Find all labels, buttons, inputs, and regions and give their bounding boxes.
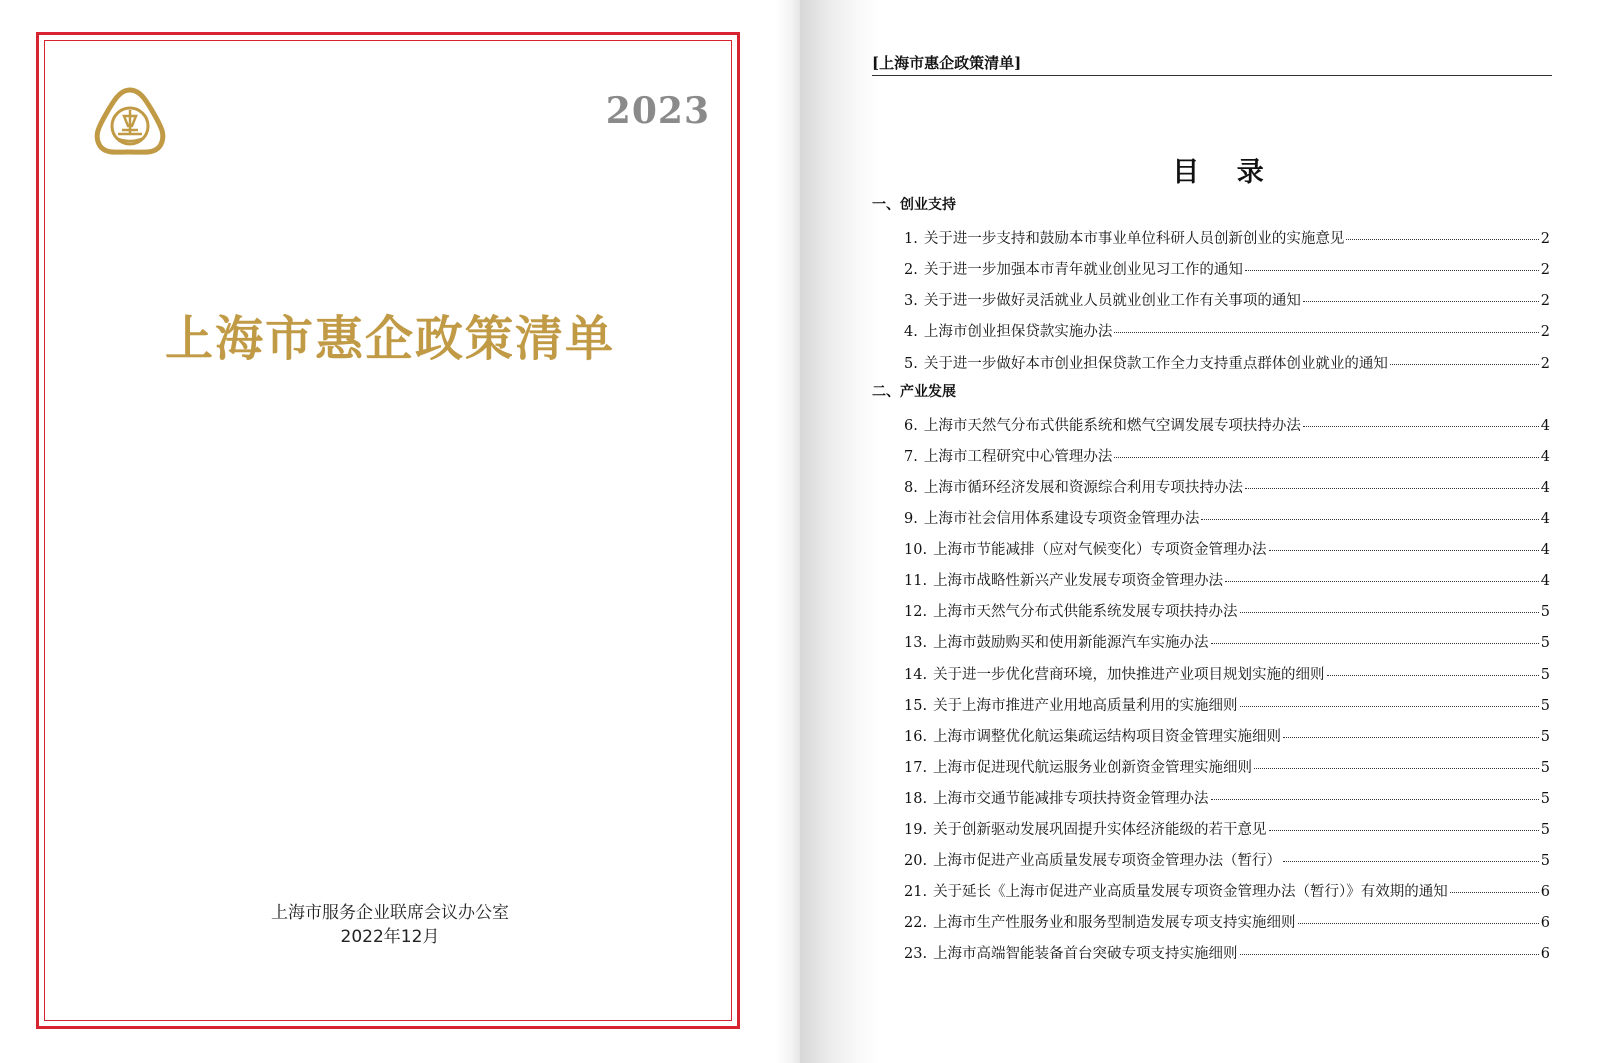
toc-entry[interactable] xyxy=(904,818,1550,840)
toc-entry[interactable] xyxy=(904,538,1550,560)
toc-entry-title: 上海市天然气分布式供能系统和燃气空调发展专项扶持办法 xyxy=(923,417,1301,434)
toc-entry[interactable] xyxy=(904,227,1550,249)
toc-leader-dots xyxy=(1245,270,1539,271)
toc-entry-page: 6 xyxy=(1540,884,1550,901)
toc-entry-title: 上海市创业担保贷款实施办法 xyxy=(923,324,1113,341)
toc-leader-dots xyxy=(1245,488,1539,489)
toc-entry-number: 20. xyxy=(904,853,928,870)
toc-leader-dots xyxy=(1283,861,1539,862)
shanghai-emblem-icon xyxy=(92,86,168,158)
toc-entry-title: 上海市战略性新兴产业发展专项资金管理办法 xyxy=(933,573,1224,590)
toc-title: 目 录 xyxy=(1172,157,1278,188)
toc-entry-page: 2 xyxy=(1540,293,1550,310)
running-head-rule xyxy=(872,75,1552,76)
toc-leader-dots xyxy=(1298,923,1539,924)
toc-leader-dots xyxy=(1114,332,1538,333)
toc-entry[interactable] xyxy=(904,942,1550,964)
toc-entry[interactable] xyxy=(904,445,1550,467)
toc-entry-title: 上海市鼓励购买和使用新能源汽车实施办法 xyxy=(933,635,1209,652)
toc-entry-page: 6 xyxy=(1540,946,1550,963)
toc-entry-title: 上海市生产性服务业和服务型制造发展专项支持实施细则 xyxy=(933,915,1296,932)
toc-entry[interactable] xyxy=(904,352,1550,374)
toc-leader-dots xyxy=(1225,581,1539,582)
toc-entry-page: 5 xyxy=(1540,666,1550,683)
toc-entry-number: 3. xyxy=(904,293,918,310)
toc-entry-number: 22. xyxy=(904,915,928,932)
toc-entry[interactable] xyxy=(904,911,1550,933)
toc-leader-dots xyxy=(1450,892,1539,893)
toc-entry-title: 上海市高端智能装备首台突破专项支持实施细则 xyxy=(933,946,1238,963)
toc-entry[interactable] xyxy=(904,631,1550,653)
toc-entry-title: 关于进一步支持和鼓励本市事业单位科研人员创新创业的实施意见 xyxy=(923,231,1345,248)
toc-entry[interactable] xyxy=(904,476,1550,498)
toc-entry[interactable] xyxy=(904,880,1550,902)
toc-leader-dots xyxy=(1240,954,1539,955)
toc-entry-page: 2 xyxy=(1540,262,1550,279)
toc-entry-title: 关于进一步优化营商环境，加快推进产业项目规划实施的细则 xyxy=(933,666,1325,683)
toc-entry[interactable] xyxy=(904,849,1550,871)
toc-entry-number: 11. xyxy=(904,573,928,590)
toc-entry[interactable] xyxy=(904,787,1550,809)
toc-entry-number: 14. xyxy=(904,666,928,683)
toc-entry-page: 4 xyxy=(1540,479,1550,496)
toc-entry-page: 5 xyxy=(1540,790,1550,807)
toc-entry-number: 5. xyxy=(904,355,918,372)
toc-entry-title: 上海市循环经济发展和资源综合利用专项扶持办法 xyxy=(923,479,1243,496)
toc-entry-title: 关于进一步加强本市青年就业创业见习工作的通知 xyxy=(923,262,1243,279)
toc-entry-title: 上海市交通节能减排专项扶持资金管理办法 xyxy=(933,790,1209,807)
toc-entry-title: 关于延长《上海市促进产业高质量发展专项资金管理办法（暂行）》有效期的通知 xyxy=(933,884,1448,901)
toc-entry-number: 16. xyxy=(904,728,928,745)
toc-leader-dots xyxy=(1390,364,1539,365)
toc-leader-dots xyxy=(1211,643,1539,644)
toc-entry-title: 上海市天然气分布式供能系统发展专项扶持办法 xyxy=(933,604,1238,621)
toc-leader-dots xyxy=(1254,768,1539,769)
toc-entry-page: 5 xyxy=(1540,697,1550,714)
toc-entry-number: 8. xyxy=(904,479,918,496)
toc-entry[interactable] xyxy=(904,569,1550,591)
toc-entry-page: 6 xyxy=(1540,915,1550,932)
toc-leader-dots xyxy=(1269,830,1539,831)
cover-year: 2023 xyxy=(605,90,710,132)
toc-leader-dots xyxy=(1114,457,1538,458)
toc-entry-page: 5 xyxy=(1540,728,1550,745)
toc-leader-dots xyxy=(1346,239,1538,240)
toc-entry-title: 上海市调整优化航运集疏运结构项目资金管理实施细则 xyxy=(933,728,1282,745)
toc-leader-dots xyxy=(1211,799,1539,800)
toc-entry-page: 4 xyxy=(1540,417,1550,434)
toc-entry[interactable] xyxy=(904,507,1550,529)
toc-entry-title: 关于上海市推进产业用地高质量利用的实施细则 xyxy=(933,697,1238,714)
toc-entry[interactable] xyxy=(904,725,1550,747)
toc-leader-dots xyxy=(1269,550,1539,551)
toc-entry-title: 关于创新驱动发展巩固提升实体经济能级的若干意见 xyxy=(933,822,1267,838)
cover-organization: 上海市服务企业联席会议办公室 xyxy=(271,903,509,923)
toc-section-heading: 二、产业发展 xyxy=(872,383,956,400)
toc-entry-title: 上海市社会信用体系建设专项资金管理办法 xyxy=(923,511,1200,527)
toc-entry-number: 6. xyxy=(904,417,918,434)
toc-entry-number: 13. xyxy=(904,635,928,652)
spine-shadow-left xyxy=(776,0,802,1063)
toc-entry-number: 15. xyxy=(904,697,928,714)
toc-section-heading: 一、创业支持 xyxy=(872,197,956,213)
toc-entry-page: 4 xyxy=(1540,511,1550,527)
toc-entry[interactable] xyxy=(904,756,1550,778)
toc-entry-page: 5 xyxy=(1540,853,1550,870)
toc-entry[interactable] xyxy=(904,600,1550,622)
toc-leader-dots xyxy=(1201,519,1538,520)
toc-entry-title: 上海市工程研究中心管理办法 xyxy=(923,448,1113,465)
toc-entry-page: 5 xyxy=(1540,604,1550,621)
toc-leader-dots xyxy=(1240,706,1539,707)
toc-entry-page: 2 xyxy=(1540,231,1550,248)
toc-entry-number: 7. xyxy=(904,448,918,465)
cover-date: 2022年12月 xyxy=(340,927,440,947)
toc-entry-page: 4 xyxy=(1540,573,1550,590)
running-head: [上海市惠企政策清单] xyxy=(872,54,1022,72)
cover-frame-inner xyxy=(44,40,732,1021)
toc-entry-title: 关于进一步做好灵活就业人员就业创业工作有关事项的通知 xyxy=(923,293,1301,310)
cover-title: 上海市惠企政策清单 xyxy=(164,311,615,367)
toc-entry-page: 5 xyxy=(1540,822,1550,838)
toc-entry-page: 5 xyxy=(1540,759,1550,776)
toc-entry-number: 23. xyxy=(904,946,928,963)
toc-entry[interactable] xyxy=(904,258,1550,280)
toc-entry-number: 1. xyxy=(904,231,918,248)
toc-entry-title: 上海市促进产业高质量发展专项资金管理办法（暂行） xyxy=(933,853,1282,870)
toc-entry-number: 4. xyxy=(904,324,918,341)
toc-entry-page: 2 xyxy=(1540,324,1550,341)
spine-shadow-right xyxy=(800,0,880,1063)
toc-entry-title: 上海市节能减排（应对气候变化）专项资金管理办法 xyxy=(933,542,1267,559)
toc-entry-number: 19. xyxy=(904,822,928,838)
toc-entry[interactable] xyxy=(904,414,1550,436)
toc-leader-dots xyxy=(1240,612,1539,613)
toc-entry[interactable] xyxy=(904,289,1550,311)
toc-entry-number: 18. xyxy=(904,790,928,807)
toc-entry[interactable] xyxy=(904,320,1550,342)
toc-entry-number: 21. xyxy=(904,884,928,901)
toc-entry-title: 关于进一步做好本市创业担保贷款工作全力支持重点群体创业就业的通知 xyxy=(923,355,1388,372)
toc-entry-title: 上海市促进现代航运服务业创新资金管理实施细则 xyxy=(933,759,1253,776)
toc-entry-page: 5 xyxy=(1540,635,1550,652)
toc-leader-dots xyxy=(1303,426,1539,427)
toc-leader-dots xyxy=(1327,675,1539,676)
toc-entry[interactable] xyxy=(904,694,1550,716)
toc-leader-dots xyxy=(1303,301,1539,302)
toc-entry-page: 2 xyxy=(1540,355,1550,372)
toc-entry-number: 2. xyxy=(904,262,918,279)
toc-entry[interactable] xyxy=(904,663,1550,685)
toc-entry-number: 9. xyxy=(904,511,918,527)
toc-entry-number: 12. xyxy=(904,604,928,621)
toc-leader-dots xyxy=(1283,737,1539,738)
toc-entry-number: 10. xyxy=(904,542,928,559)
toc-entry-page: 4 xyxy=(1540,448,1550,465)
toc-entry-number: 17. xyxy=(904,759,928,776)
toc-entry-page: 4 xyxy=(1540,542,1550,559)
